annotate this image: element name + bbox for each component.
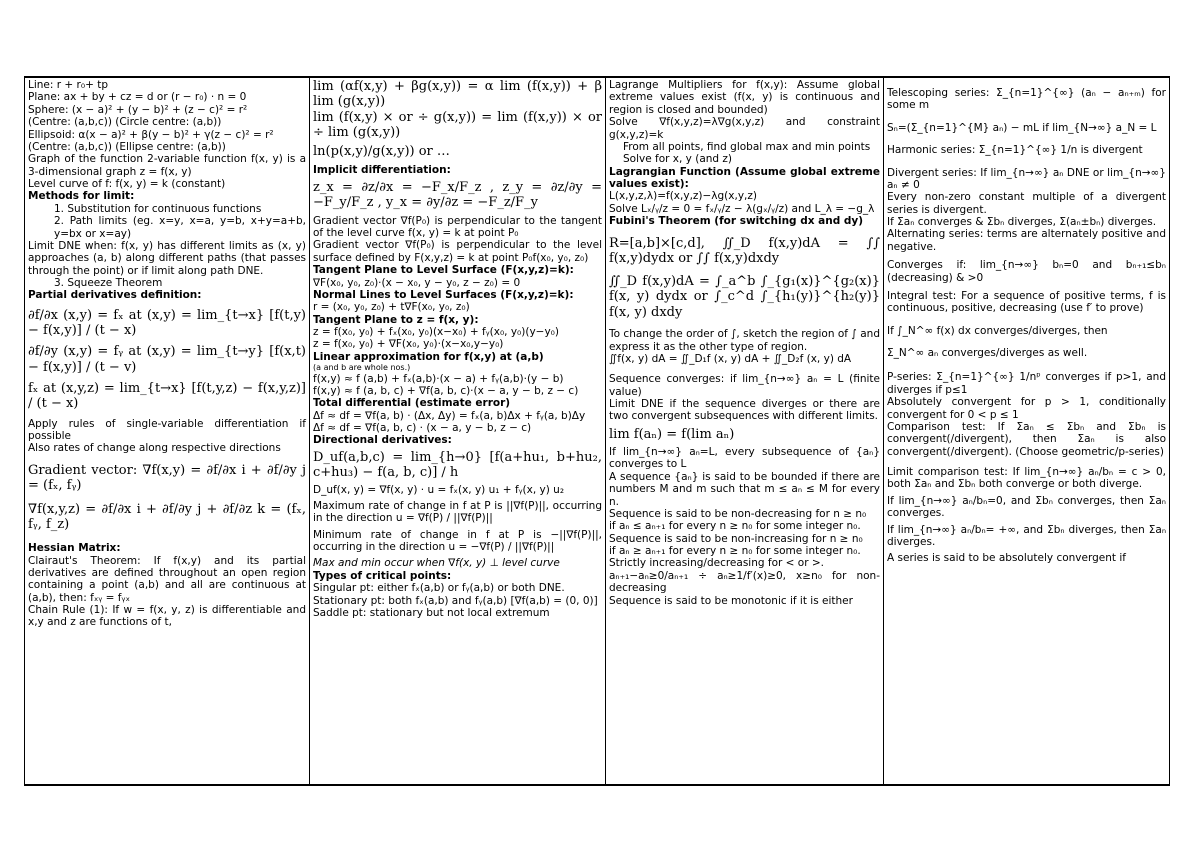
linear-approx-note: (a and b are whole nos.) [313, 363, 411, 373]
non-decreasing-def: Sequence is said to be non-decreasing for n ≥ n₀ [609, 507, 867, 520]
non-increasing-cond: if aₙ ≥ aₙ₊₁ for every n ≥ n₀ for some integer n₀. [609, 545, 861, 558]
fubini-rectangle: R=[a,b]×[c,d], ∬_D f(x,y)dA = ∫∫ f(x,y)dydx or ∫∫ f(x,y)dxdy [609, 235, 880, 266]
integral-test-condition: If ∫_N^∞ f(x) dx converges/diverges, then [887, 324, 1108, 337]
telescoping-series: Telescoping series: Σ_{n=1}^{∞} (aₙ − aₙ₊ₘ) for some m [887, 87, 1166, 112]
partial-derivatives-heading: Partial derivatives definition: [28, 289, 202, 302]
tangent-plane-eq: ∇F(x₀, y₀, z₀)·(x − x₀, y − y₀, z − z₀) = 0 [313, 276, 521, 289]
telescoping-partial-sum: Sₙ=(Σ_{n=1}^{M} aₙ) − mL if lim_{N→∞} a_N = L [887, 121, 1157, 134]
constant-multiple: Every non-zero constant multiple of a divergent series is divergent. [887, 191, 1166, 216]
lagrange-solve: Solve ∇f(x,y,z)=λ∇g(x,y,z) and constraint g(x,y,z)=k [609, 116, 880, 141]
method-1: 1. Substitution for continuous functions [54, 202, 262, 215]
harmonic-series: Harmonic series: Σ_{n=1}^{∞} 1/n is divergent [887, 144, 1143, 157]
plane-equation: Plane: ax + by + cz = d or (r − r₀) · n = 0 [28, 91, 247, 104]
gradient-level-curve: Gradient vector ∇f(P₀) is perpendicular to the tangent of the level curve f(x, y) = k at point P₀ [313, 214, 602, 240]
ellipsoid-equation: Ellipsoid: α(x − a)² + β(y − b)² + γ(z − c)² = r² [28, 128, 274, 141]
graph-note: Graph of the function 2-variable function f(x, y) is a 3-dimensional graph z = f(x, y) [28, 153, 306, 178]
region-split: ∬f(x, y) dA = ∬_D₁f (x, y) dA + ∬_D₂f (x, y) dA [609, 352, 852, 365]
clairaut-theorem: Clairaut's Theorem: If f(x,y) and its partial derivatives are defined throughout an open region containing a point (a,b) and all are continuous at (a,b), then: fₓᵧ = fᵧₓ [28, 554, 306, 604]
sequence-converges: Sequence converges: if lim_{n→∞} aₙ = L (finite value) [609, 373, 880, 398]
monotone-tests: aₙ₊₁−aₙ≥0/aₙ₊₁ ÷ aₙ≥1/f′(x)≥0, x≥n₀ for non-decreasing [609, 569, 880, 595]
implicit-heading: Implicit differentiation: [313, 163, 451, 176]
singular-point: Singular pt: either fₓ(a,b) or fᵧ(a,b) or both DNE. [313, 582, 565, 595]
saddle-point: Saddle pt: stationary but not local extremum [313, 606, 550, 619]
sphere-centre: (Centre: (a,b,c)) (Circle centre: (a,b)) [28, 116, 222, 129]
cheat-sheet [24, 76, 1170, 786]
linear-approx-heading: Linear approximation for f(x,y) at (a,b) [313, 350, 544, 363]
gradient-3d: ∇f(x,y,z) = ∂f/∂x i + ∂f/∂y j + ∂f/∂z k = (fₓ, fᵧ, f_z) [28, 501, 306, 532]
line-equation: Line: r + r₀+ tp [28, 79, 108, 91]
column-3 [606, 78, 884, 784]
total-differential-2d: Δf ≈ df = ∇f(a, b) · (Δx, Δy) = fₓ(a, b)Δx + fᵧ(a, b)Δy [313, 409, 586, 422]
lagrange-heading: Lagrange Multipliers for f(x,y): Assume global extreme values exist (f(x, y) is continuous and region is closed and bounded) [609, 79, 880, 116]
max-min-occur: Max and min occur when ∇f(x, y) ⊥ level curve [313, 557, 560, 570]
partial-y-def: ∂f/∂y (x,y) = fᵧ at (x,y) = lim_{t→y} [f(x,t) − f(x,y)] / (t − v) [28, 344, 306, 375]
alternating-converges: Converges if: lim_{n→∞} bₙ=0 and bₙ₊₁≤bₙ (decreasing) & >0 [887, 259, 1166, 284]
gradient-level-surface: Gradient vector ∇f(P₀) is perpendicular to the level surface defined by F(x,y,z) = k at point P₀f(x₀, y₀, z₀) [313, 239, 602, 264]
absolutely-convergent: A series is said to be absolutely convergent if [887, 552, 1126, 565]
min-rate-change: Minimum rate of change in f at P is −||∇f(P)||, occurring in the direction u = −∇f(P) / ||∇f(P)|| [313, 528, 602, 554]
linear-approx-2d: f(x,y) ≈ f (a,b) + fₓ(a,b)·(x − a) + fᵧ(a,b)·(y − b) [313, 372, 564, 385]
tangent-plane-z-heading: Tangent Plane to z = f(x, y): [313, 313, 479, 326]
subsequence: If lim_{n→∞} aₙ=L, every subsequence of {aₙ} converges to L [609, 446, 880, 471]
limit-continuity: lim f(aₙ) = f(lim aₙ) [609, 426, 735, 442]
monotonic-def: Sequence is said to be monotonic if it is either [609, 594, 853, 607]
fubini-heading: Fubini's Theorem (for switching dx and dy) [609, 215, 864, 228]
p-series-absolute: Absolutely convergent for p > 1, conditionally convergent for 0 < p ≤ 1 [887, 396, 1166, 421]
lagrange-solve-xy: Solve for x, y (and z) [623, 153, 733, 166]
stationary-point: Stationary pt: both fₓ(a,b) and fᵧ(a,b) [∇f(a,b) = (0, 0)] [313, 594, 598, 607]
partial-xyz-def: fₓ at (x,y,z) = lim_{t→x} [f(t,y,z) − f(x,y,z)] / (t − x) [28, 381, 306, 412]
lagrangian-function: L(x,y,z,λ)=f(x,y,z)−λg(x,y,z) [609, 190, 757, 203]
column-4 [884, 78, 1170, 784]
non-decreasing-cond: if aₙ ≤ aₙ₊₁ for every n ≥ n₀ for some integer n₀. [609, 520, 861, 533]
non-increasing-def: Sequence is said to be non-increasing for n ≥ n₀ [609, 532, 863, 545]
method-3: 3. Squeeze Theorem [54, 277, 163, 289]
lagrange-find: From all points, find global max and min points [623, 140, 871, 153]
total-differential-3d: Δf ≈ df = ∇f(a, b, c) · (x − a, y − b, z − c) [313, 422, 532, 435]
lagrangian-solve: Solve Lₓ/ᵧ/z = 0 = fₓ/ᵧ/z − λ(gₓ/ᵧ/z) and L_λ = −g_λ [609, 202, 875, 215]
limit-comparison-test: Limit comparison test: If lim_{n→∞} aₙ/bₙ = c > 0, both Σaₙ and Σbₙ both converge or both diverge. [887, 466, 1166, 491]
limit-ln: ln(p(x,y)/g(x,y)) or … [313, 144, 450, 160]
normal-lines-heading: Normal Lines to Level Surfaces (F(x,y,z)=k): [313, 288, 574, 301]
gradient-2d: Gradient vector: ∇f(x,y) = ∂f/∂x i + ∂f/∂y j = (fₓ, fᵧ) [28, 462, 306, 494]
normal-lines-eq: r = (x₀, y₀, z₀) + t∇F(x₀, y₀, z₀) [313, 301, 470, 314]
limit-dne: Limit DNE when: f(x, y) has different limits as (x, y) approaches (a, b) along different paths (that passes through the point) or if limit along path DNE. [28, 239, 306, 277]
single-var-rules: Apply rules of single-variable differentiation if possible [28, 417, 306, 443]
ellipsoid-centre: (Centre: (a,b,c)) (Ellipse centre: (a,b)) [28, 140, 226, 153]
column-1 [24, 78, 310, 784]
critical-points-heading: Types of critical points: [313, 569, 452, 582]
directional-gradient: D_uf(x, y) = ∇f(x, y) · u = fₓ(x, y) u₁ + fᵧ(x, y) u₂ [313, 483, 565, 496]
limit-comparison-infinity: If lim_{n→∞} aₙ/bₙ= +∞, and Σbₙ diverges, then Σaₙ diverges. [887, 523, 1166, 548]
column-2 [310, 78, 606, 784]
comparison-test: Comparison test: If Σaₙ ≤ Σbₙ and Σbₙ is convergent(/divergent), then Σaₙ is also convergent(/divergent). (Choose geometric/p-series) [887, 420, 1166, 458]
fubini-general: ∬_D f(x,y)dA = ∫_a^b ∫_{g₁(x)}^{g₂(x)} f(x, y) dydx or ∫_c^d ∫_{h₁(y)}^{h₂(y)} f(x, y) dxdy [609, 274, 880, 320]
linear-approx-3d: f(x,y) ≈ f (a, b, c) + ∇f(a, b, c)·(x − a, y − b, z − c) [313, 384, 579, 397]
strictly-monotone: Strictly increasing/decreasing for < or >. [609, 557, 824, 570]
p-series: P-series: Σ_{n=1}^{∞} 1/nᵖ converges if p>1, and diverges if p≤1 [887, 371, 1166, 396]
alternating-series: Alternating series: terms are alternately positive and negative. [887, 228, 1166, 253]
max-rate-change: Maximum rate of change in f at P is ||∇f(P)||, occurring in the direction u = ∇f(P) / ||∇f(P)|| [313, 499, 602, 525]
partial-x-def: ∂f/∂x (x,y) = fₓ at (x,y) = lim_{t→x} [f(t,y) − f(x,y)] / (t − x) [28, 307, 306, 339]
divergent-series: Divergent series: If lim_{n→∞} aₙ DNE or lim_{n→∞} aₙ ≠ 0 [887, 166, 1166, 191]
integral-test-result: Σ_N^∞ aₙ converges/diverges as well. [887, 347, 1088, 359]
change-order: To change the order of ∫, sketch the region of ∫ and express it as the other type of region. [609, 328, 880, 353]
hessian-heading: Hessian Matrix: [28, 542, 121, 555]
tangent-plane-z-eq2: z = f(x₀, y₀) + ∇F(x₀, y₀)·(x−x₀,y−y₀) [313, 338, 504, 351]
limit-linearity: lim (αf(x,y) + βg(x,y)) = α lim (f(x,y)) + β lim (g(x,y)) [313, 79, 602, 110]
chain-rule: Chain Rule (1): If w = f(x, y, z) is differentiable and x,y and z are functions of t, [28, 604, 306, 629]
methods-heading: Methods for limit: [28, 190, 135, 203]
sum-diverges: If Σaₙ converges & Σbₙ diverges, Σ(aₙ±bₙ) diverges. [887, 216, 1157, 228]
limit-product: lim (f(x,y) × or ÷ g(x,y)) = lim (f(x,y)) × or ÷ lim (g(x,y)) [313, 109, 602, 140]
bounded-def: A sequence {aₙ} is said to be bounded if there are numbers M and m such that m ≤ aₙ ≤ M for every n. [609, 470, 880, 508]
lagrangian-heading: Lagrangian Function (Assume global extreme values exist): [609, 165, 880, 190]
directional-heading: Directional derivatives: [313, 434, 452, 447]
implicit-formulas: z_x = ∂z/∂x = −F_x/F_z , z_y = ∂z/∂y = −F_y/F_z , y_x = ∂y/∂z = −F_z/F_y [313, 180, 602, 211]
integral-test: Integral test: For a sequence of positive terms, f is continuous, positive, decreasing (use f′ to prove) [887, 289, 1166, 315]
method-2: 2. Path limits (eg. x=y, x=a, y=b, x+y=a+b, y=bx or x=ay) [54, 215, 306, 240]
limit-comparison-zero: If lim_{n→∞} aₙ/bₙ=0, and Σbₙ converges, then Σaₙ converges. [887, 494, 1166, 520]
sphere-equation: Sphere: (x − a)² + (y − b)² + (z − c)² = r² [28, 103, 248, 116]
rates-of-change: Also rates of change along respective directions [28, 442, 281, 455]
total-differential-heading: Total differential (estimate error) [313, 397, 511, 410]
level-curve: Level curve of f: f(x, y) = k (constant) [28, 178, 226, 190]
tangent-plane-z-eq1: z = f(x₀, y₀) + fₓ(x₀, y₀)(x−x₀) + fᵧ(x₀, y₀)(y−y₀) [313, 326, 559, 339]
tangent-plane-heading: Tangent Plane to Level Surface (F(x,y,z)=k): [313, 264, 574, 277]
limit-dne-sequence: Limit DNE if the sequence diverges or there are two convergent subsequences with different limits. [609, 398, 880, 423]
directional-definition: D_uf(a,b,c) = lim_{h→0} [f(a+hu₁, b+hu₂, c+hu₃) − f(a, b, c)] / h [313, 449, 602, 481]
